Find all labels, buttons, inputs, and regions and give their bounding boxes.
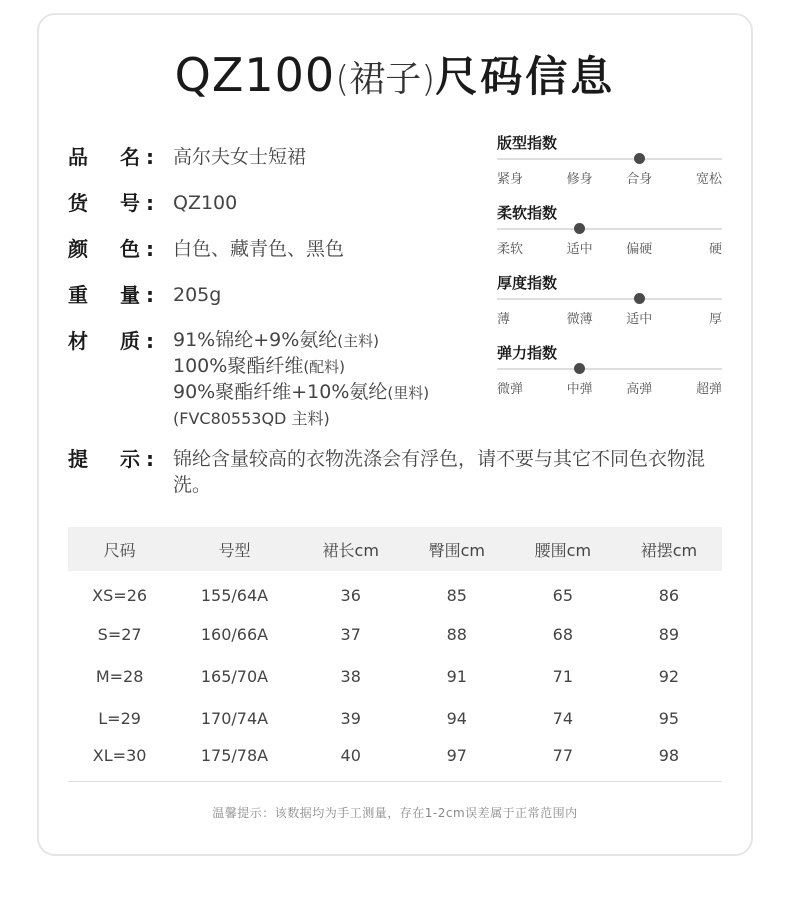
table-cell: 98 [658,746,680,766]
table-cell: 92 [658,666,680,686]
index-level: 偏硬 [626,242,653,257]
title-main: 尺码信息 [435,52,616,101]
index-level: 适中 [626,312,653,327]
index-level: 中弹 [566,382,593,397]
material-line: 100%聚酯纤维(配料) [173,355,346,377]
table-row [68,739,722,781]
index-track [497,298,722,300]
info-label-color: 颜 色: [68,237,160,261]
info-row-weight [68,280,488,310]
index-marker-dot [634,293,645,304]
table-cell: 40 [340,746,361,766]
table-row [68,697,722,739]
table-cell: 170/74A [200,708,269,728]
index-levels [497,168,722,187]
info-value-color: 白色、藏青色、黑色 [173,238,345,260]
info-value-name: 高尔夫女士短裙 [173,146,307,168]
info-value-weight: 205g [173,284,222,306]
index-track [497,228,722,230]
table-cell: M=28 [95,666,144,686]
table-cell: 71 [552,666,574,686]
index-title: 弹力指数 [497,344,558,362]
material-line: (FVC80553QD 主料) [173,409,330,428]
title-paren: (裙子) [335,59,436,100]
table-cell: 68 [552,624,574,644]
table-row [68,613,722,655]
index-level: 合身 [626,172,653,187]
column-header: 臀围cm [428,540,485,560]
index-title: 厚度指数 [497,274,558,292]
table-cell: 160/66A [200,624,269,644]
care-tip [68,444,738,498]
info-label-weight: 重 量: [68,283,160,307]
fit-indexes [497,132,722,412]
index-level: 适中 [566,242,593,257]
index-level: 高弹 [626,382,653,397]
table-cell: 37 [340,624,361,644]
info-row-material [68,326,488,431]
column-header: 裙长cm [322,540,379,560]
index-level: 微弹 [497,382,524,397]
table-cell: S=27 [97,624,142,644]
table-cell: 91 [446,666,467,686]
table-cell: 77 [552,746,574,766]
table-cell: 97 [446,746,467,766]
index-fit [497,132,722,202]
table-cell: 175/78A [200,746,269,766]
material-line: 91%锦纶+9%氨纶(主料) [173,329,380,351]
index-level: 修身 [566,172,593,187]
table-cell: 165/70A [200,666,269,686]
column-header: 腰围cm [534,540,592,560]
footnote: 温馨提示：该数据均为手工测量，存在1-2cm误差属于正常范围内 [212,806,578,820]
table-cell: L=29 [98,708,141,728]
table-cell: 85 [446,585,467,605]
info-value-material [173,326,429,431]
index-marker-dot [574,363,585,374]
column-header: 号型 [218,540,251,560]
index-level: 厚 [708,312,722,327]
index-level: 硬 [708,242,722,257]
index-marker-dot [574,223,585,234]
table-cell: 36 [340,585,361,605]
index-levels [497,378,722,397]
table-cell: 38 [340,666,361,686]
info-label-sku: 货 号: [68,191,160,215]
product-info [68,142,488,447]
title-code: QZ100 [174,48,336,102]
material-line: 90%聚酯纤维+10%氨纶(里料) [173,381,430,403]
column-header: 尺码 [103,540,136,560]
index-marker-dot [634,153,645,164]
index-level: 薄 [497,312,511,327]
table-cell: 39 [340,708,361,728]
index-level: 超弹 [695,382,722,397]
table-cell: 94 [446,708,467,728]
table-row [68,655,722,697]
info-row-name [68,142,488,172]
index-levels [497,308,722,327]
index-track [497,158,722,160]
info-label-name: 品 名: [68,145,160,169]
index-level: 宽松 [695,172,722,187]
page-title [0,44,790,104]
index-thickness [497,272,722,342]
size-table [68,527,722,782]
table-cell: XL=30 [92,746,147,766]
table-cell: 65 [552,585,574,605]
info-value-sku: QZ100 [173,192,238,214]
index-softness [497,202,722,272]
index-level: 紧身 [497,172,524,187]
table-header-row [68,527,722,571]
info-value-tip: 锦纶含量较高的衣物洗涤会有浮色，请不要与其它不同色衣物混洗。 [173,448,706,496]
info-row-color [68,234,488,264]
table-cell: XS=26 [92,585,148,605]
index-title: 版型指数 [497,134,558,152]
index-elasticity [497,342,722,412]
table-cell: 95 [658,708,680,728]
info-row-sku [68,188,488,218]
index-level: 微薄 [566,312,593,327]
table-cell: 86 [658,585,680,605]
table-row [68,571,722,613]
info-label-material: 材 质: [68,329,160,353]
index-track [497,368,722,370]
column-header: 裙摆cm [640,540,698,560]
table-cell: 89 [658,624,680,644]
table-cell: 88 [446,624,467,644]
table-cell: 74 [552,708,574,728]
index-levels [497,238,722,257]
table-cell: 155/64A [200,585,269,605]
info-label-tip: 提 示: [68,447,160,471]
index-title: 柔软指数 [497,204,558,222]
index-level: 柔软 [497,242,524,257]
